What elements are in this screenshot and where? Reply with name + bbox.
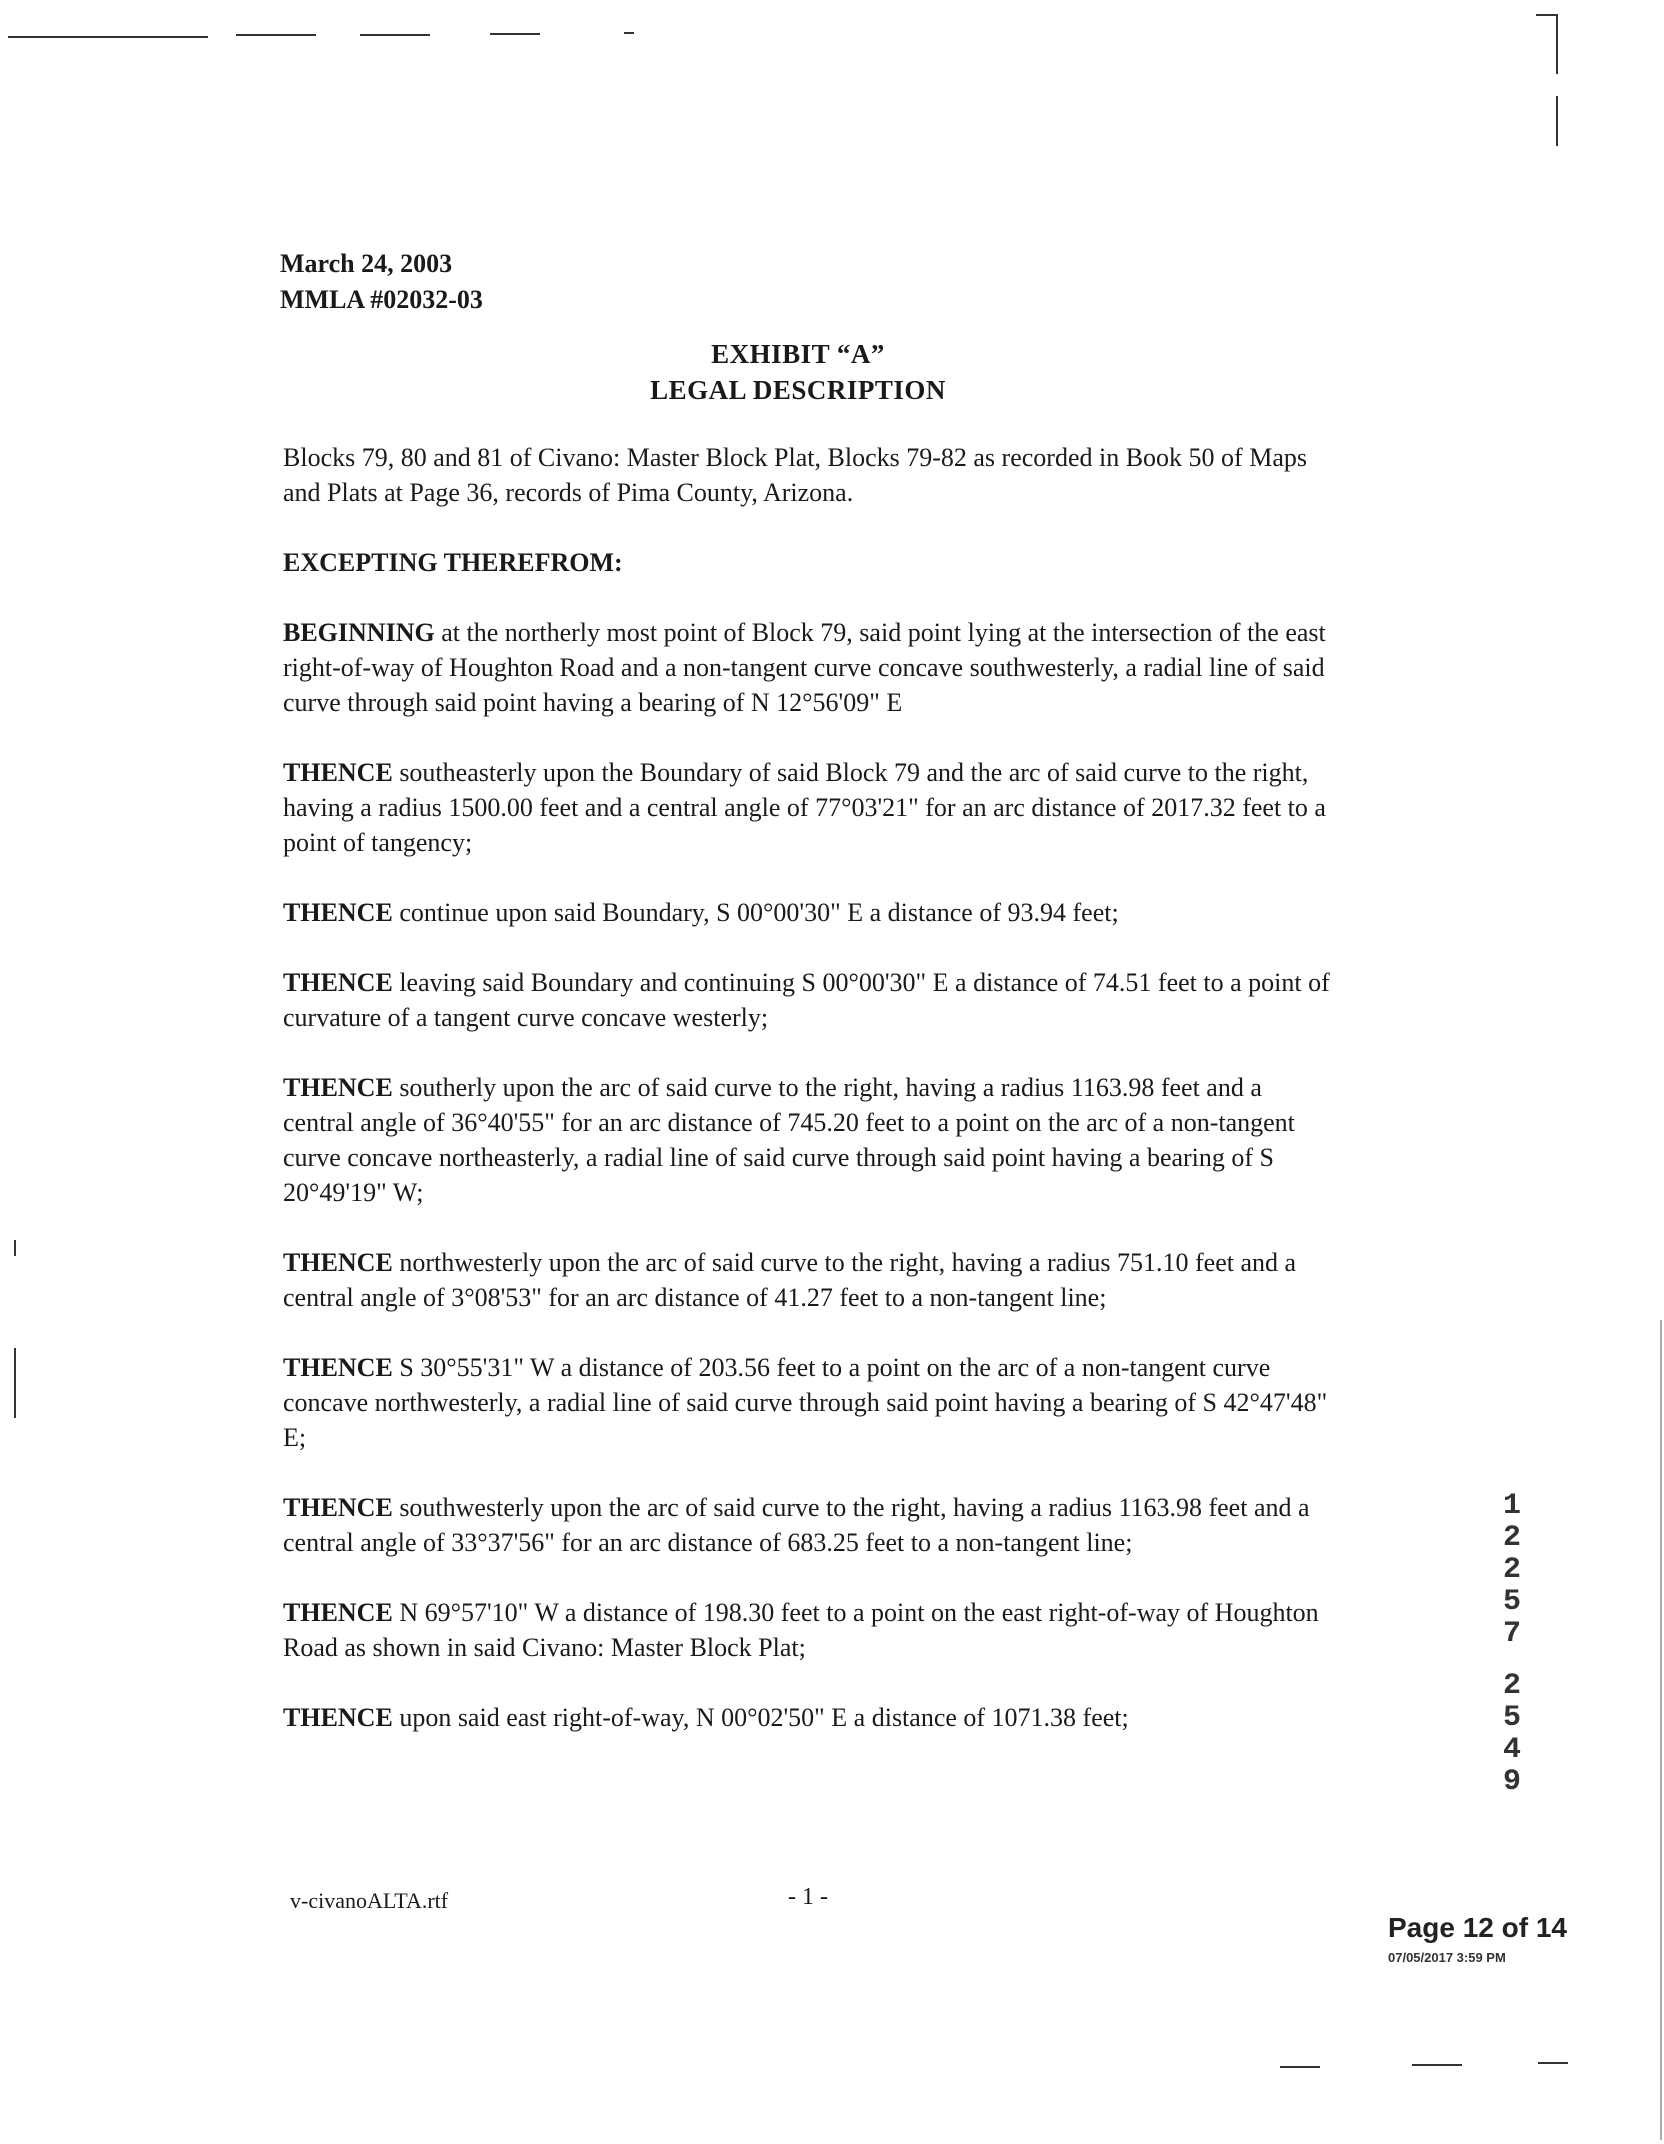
document-header	[280, 246, 483, 318]
recording-digit: 7	[1502, 1617, 1521, 1651]
thence-text: southerly upon the arc of said curve to the right, having a radius 1163.98 feet and a central angle of 36°40'55" for an arc distance of 745.20 feet to a point on the arc of a non-tangent curve concave northeasterly, a radial line of said curve through said point having a bearing of S 20°49'19" W;	[283, 1073, 1295, 1207]
beginning-text: at the northerly most point of Block 79, said point lying at the intersection of the east right-of-way of Houghton Road and a non-tangent curve concave southwesterly, a radial line of said curve through said point having a bearing of N 12°56'09" E	[283, 618, 1326, 717]
scan-artifact-top-line-3	[360, 34, 430, 36]
recording-digit: 2	[1502, 1553, 1521, 1587]
thence-keyword: THENCE	[283, 1598, 393, 1627]
scan-artifact-top-line-4	[490, 33, 540, 35]
legal-description-title: LEGAL DESCRIPTION	[650, 375, 946, 405]
scan-artifact-top-line-1	[8, 36, 208, 38]
recording-digit: 5	[1502, 1585, 1521, 1619]
document-title	[0, 336, 1596, 408]
recording-digit: 4	[1502, 1733, 1521, 1767]
scan-artifact-bottom-line-2	[1412, 2064, 1462, 2066]
thence-text: southeasterly upon the Boundary of said Block 79 and the arc of said curve to the right, having a radius 1500.00 feet and a central angle of 77°03'21" for an arc distance of 2017.32 feet to a point of tangency;	[283, 758, 1326, 857]
scan-artifact-top-line-5	[624, 32, 634, 34]
document-date: March 24, 2003	[280, 249, 453, 278]
exhibit-title: EXHIBIT “A”	[711, 339, 885, 369]
thence-text: northwesterly upon the arc of said curve to the right, having a radius 751.10 feet and a central angle of 3°08'53" for an arc distance of 41.27 feet to a non-tangent line;	[283, 1248, 1297, 1312]
thence-text: southwesterly upon the arc of said curve to the right, having a radius 1163.98 feet and a central angle of 33°37'56" for an arc distance of 683.25 feet to a non-tangent line;	[283, 1493, 1310, 1557]
thence-text: upon said east right-of-way, N 00°02'50" E a distance of 1071.38 feet;	[392, 1703, 1129, 1732]
recording-digit: 5	[1502, 1701, 1521, 1735]
thence-text: N 69°57'10" W a distance of 198.30 feet to a point on the east right-of-way of Houghton Road as shown in said Civano: Master Block Plat;	[283, 1598, 1319, 1662]
thence-paragraph	[283, 1245, 1333, 1315]
excepting-heading: EXCEPTING THEREFROM:	[283, 548, 623, 577]
scan-artifact-top-line-2	[236, 34, 316, 36]
scan-artifact-corner-top	[1536, 14, 1558, 16]
thence-paragraph	[283, 1490, 1333, 1560]
recording-number	[1496, 1490, 1528, 1798]
thence-keyword: THENCE	[283, 1353, 393, 1382]
recording-digit: 1	[1502, 1489, 1521, 1523]
recording-digit: 2	[1502, 1669, 1521, 1703]
thence-keyword: THENCE	[283, 1493, 393, 1522]
scan-artifact-left-tick-2	[14, 1240, 16, 1256]
scan-artifact-right-bar	[1556, 96, 1558, 146]
thence-paragraph	[283, 1700, 1333, 1735]
recording-digit: 2	[1502, 1521, 1521, 1555]
scan-artifact-corner-right	[1556, 14, 1558, 74]
intro-paragraph: Blocks 79, 80 and 81 of Civano: Master Block Plat, Blocks 79-82 as recorded in Book 50 of Maps and Plats at Page 36, records of Pima County, Arizona.	[283, 443, 1307, 507]
thence-keyword: THENCE	[283, 968, 393, 997]
recording-gap	[1496, 1650, 1528, 1670]
thence-paragraph	[283, 1595, 1333, 1665]
thence-paragraph	[283, 1070, 1333, 1210]
scan-artifact-bottom-line-1	[1280, 2066, 1320, 2068]
page-stamp: Page 12 of 14	[1388, 1912, 1567, 1943]
thence-keyword: THENCE	[283, 1248, 393, 1277]
thence-paragraph	[283, 1350, 1333, 1455]
thence-keyword: THENCE	[283, 1703, 393, 1732]
recording-digit: 9	[1502, 1765, 1521, 1799]
document-reference: MMLA #02032-03	[280, 285, 483, 314]
thence-keyword: THENCE	[283, 758, 393, 787]
beginning-paragraph	[283, 615, 1333, 720]
footer-page-marker: - 1 -	[788, 1884, 828, 1910]
thence-text: leaving said Boundary and continuing S 00°00'30" E a distance of 74.51 feet to a point of curvature of a tangent curve concave westerly;	[283, 968, 1330, 1032]
thence-text: continue upon said Boundary, S 00°00'30" E a distance of 93.94 feet;	[392, 898, 1119, 927]
thence-paragraph	[283, 895, 1333, 930]
beginning-keyword: BEGINNING	[283, 618, 435, 647]
thence-keyword: THENCE	[283, 1073, 393, 1102]
thence-paragraph	[283, 965, 1333, 1035]
thence-keyword: THENCE	[283, 898, 393, 927]
thence-paragraph	[283, 755, 1333, 860]
document-body	[283, 440, 1333, 1770]
scan-artifact-right-edge	[1660, 1320, 1662, 2140]
scan-artifact-left-tick	[14, 1348, 16, 1418]
scan-artifact-bottom-line-3	[1538, 2062, 1568, 2064]
page-timestamp: 07/05/2017 3:59 PM	[1388, 1950, 1506, 1965]
thence-text: S 30°55'31" W a distance of 203.56 feet to a point on the arc of a non-tangent curve concave northwesterly, a radial line of said curve through said point having a bearing of S 42°47'48" E;	[283, 1353, 1328, 1452]
footer-filename: v-civanoALTA.rtf	[290, 1888, 449, 1913]
